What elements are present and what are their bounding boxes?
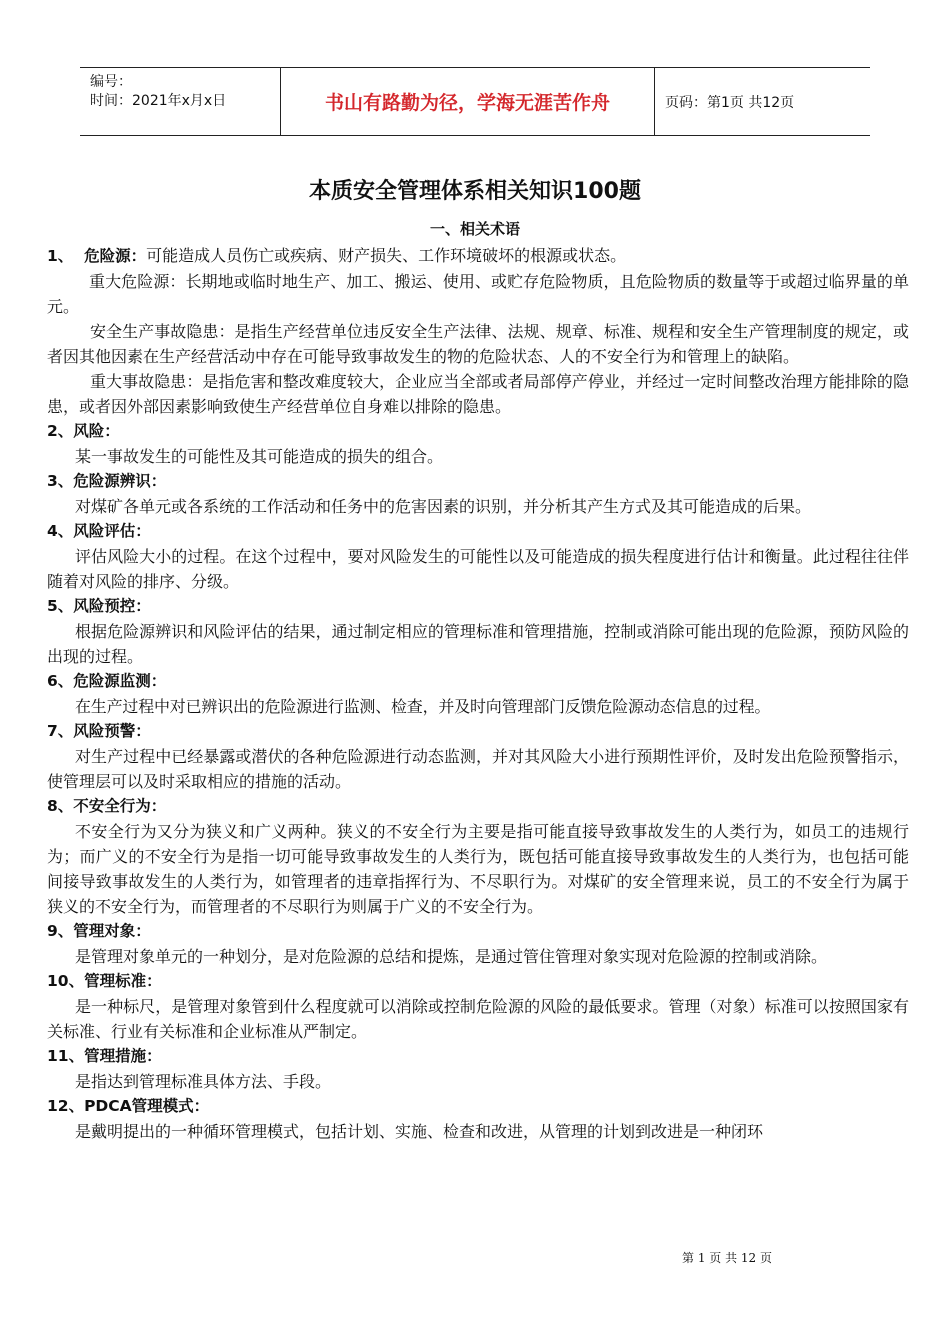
term-2-definition: 某一事故发生的可能性及其可能造成的损失的组合。 [75, 447, 444, 466]
term-11-heading: 11、管理措施： [47, 1047, 162, 1065]
term-6-definition: 在生产过程中对已辨识出的危险源进行监测、检查，并及时向管理部门反馈危险源动态信息的过程。 [75, 697, 771, 716]
section-title: 一、相关术语 [429, 220, 520, 238]
header-meta [80, 68, 281, 135]
term-1-definition: 可能造成人员伤亡或疾病、财产损失、工作环境破坏的根源或状态。 [146, 246, 627, 265]
term-3-definition: 对煤矿各单元或各系统的工作活动和任务中的危害因素的识别，并分析其产生方式及其可能造成的后果。 [75, 497, 812, 516]
major-hazard-paragraph: 重大危险源：长期地或临时地生产、加工、搬运、使用、或贮存危险物质，且危险物质的数量等于或超过临界量的单元。 [47, 272, 909, 316]
term-7-definition: 对生产过程中已经暴露或潜伏的各种危险源进行动态监测，并对其风险大小进行预期性评价，及时发出危险预警指示，使管理层可以及时采取相应的措施的活动。 [47, 747, 909, 791]
hidden-danger-paragraph: 安全生产事故隐患：是指生产经营单位违反安全生产法律、法规、规章、标准、规程和安全生产管理制度的规定，或者因其他因素在生产经营活动中存在可能导致事故发生的物的危险状态、人的不安全行为和管理上的缺陷。 [47, 322, 909, 366]
term-10-heading: 10、管理标准： [47, 972, 162, 990]
major-hidden-danger-paragraph: 重大事故隐患：是指危害和整改难度较大，企业应当全部或者局部停产停业，并经过一定时间整改治理方能排除的隐患，或者因外部因素影响致使生产经营单位自身难以排除的隐患。 [47, 372, 909, 416]
term-1-heading: 危险源： [84, 247, 147, 265]
term-5-heading: 5、风险预控： [47, 597, 151, 615]
term-4-heading: 4、风险评估： [47, 522, 151, 540]
date-label: 时间：2021年x月x日 [90, 93, 227, 109]
term-3-heading: 3、危险源辨识： [47, 472, 167, 490]
term-9-definition: 是管理对象单元的一种划分，是对危险源的总结和提炼，是通过管住管理对象实现对危险源的控制或消除。 [75, 947, 828, 966]
term-12-heading: 12、PDCA管理模式： [47, 1097, 210, 1115]
term-2-heading: 2、风险： [47, 422, 120, 440]
term-10-definition: 是一种标尺，是管理对象管到什么程度就可以消除或控制危险源的风险的最低要求。管理（对象）标准可以按照国家有关标准、行业有关标准和企业标准从严制定。 [47, 997, 909, 1041]
term-1 [47, 243, 909, 269]
page-footer: 第 1 页 共 12 页 [682, 1251, 772, 1265]
page-header [80, 67, 870, 136]
term-7-heading: 7、风险预警： [47, 722, 151, 740]
term-12-definition: 是戴明提出的一种循环管理模式，包括计划、实施、检查和改进，从管理的计划到改进是一种闭环 [75, 1122, 764, 1141]
term-1-number: 1、 [47, 247, 85, 265]
header-page-number: 页码：第1页 共12页 [665, 94, 795, 111]
code-label: 编号： [90, 74, 132, 90]
term-8-heading: 8、不安全行为： [47, 797, 167, 815]
term-8-definition: 不安全行为又分为狭义和广义两种。狭义的不安全行为主要是指可能直接导致事故发生的人类行为，如员工的违规行为；而广义的不安全行为是指一切可能导致事故发生的人类行为，既包括可能直接导致事故发生的人类行为，也包括可能间接导致事故发生的人类行为，如管理者的违章指挥行为、不尽职行为。对煤矿的安全管理来说，员工的不安全行为属于狭义的不安全行为，而管理者的不尽职行为则属于广义的不安全行为。 [47, 822, 909, 916]
document-body [47, 243, 909, 1144]
term-9-heading: 9、管理对象： [47, 922, 151, 940]
term-4-definition: 评估风险大小的过程。在这个过程中，要对风险发生的可能性以及可能造成的损失程度进行估计和衡量。此过程往往伴随着对风险的排序、分级。 [47, 547, 909, 591]
term-11-definition: 是指达到管理标准具体方法、手段。 [75, 1072, 332, 1091]
term-6-heading: 6、危险源监测： [47, 672, 167, 690]
document-title: 本质安全管理体系相关知识100题 [309, 179, 641, 204]
header-motto: 书山有路勤为径，学海无涯苦作舟 [281, 68, 655, 135]
term-5-definition: 根据危险源辨识和风险评估的结果，通过制定相应的管理标准和管理措施，控制或消除可能出现的危险源，预防风险的出现的过程。 [47, 622, 909, 666]
